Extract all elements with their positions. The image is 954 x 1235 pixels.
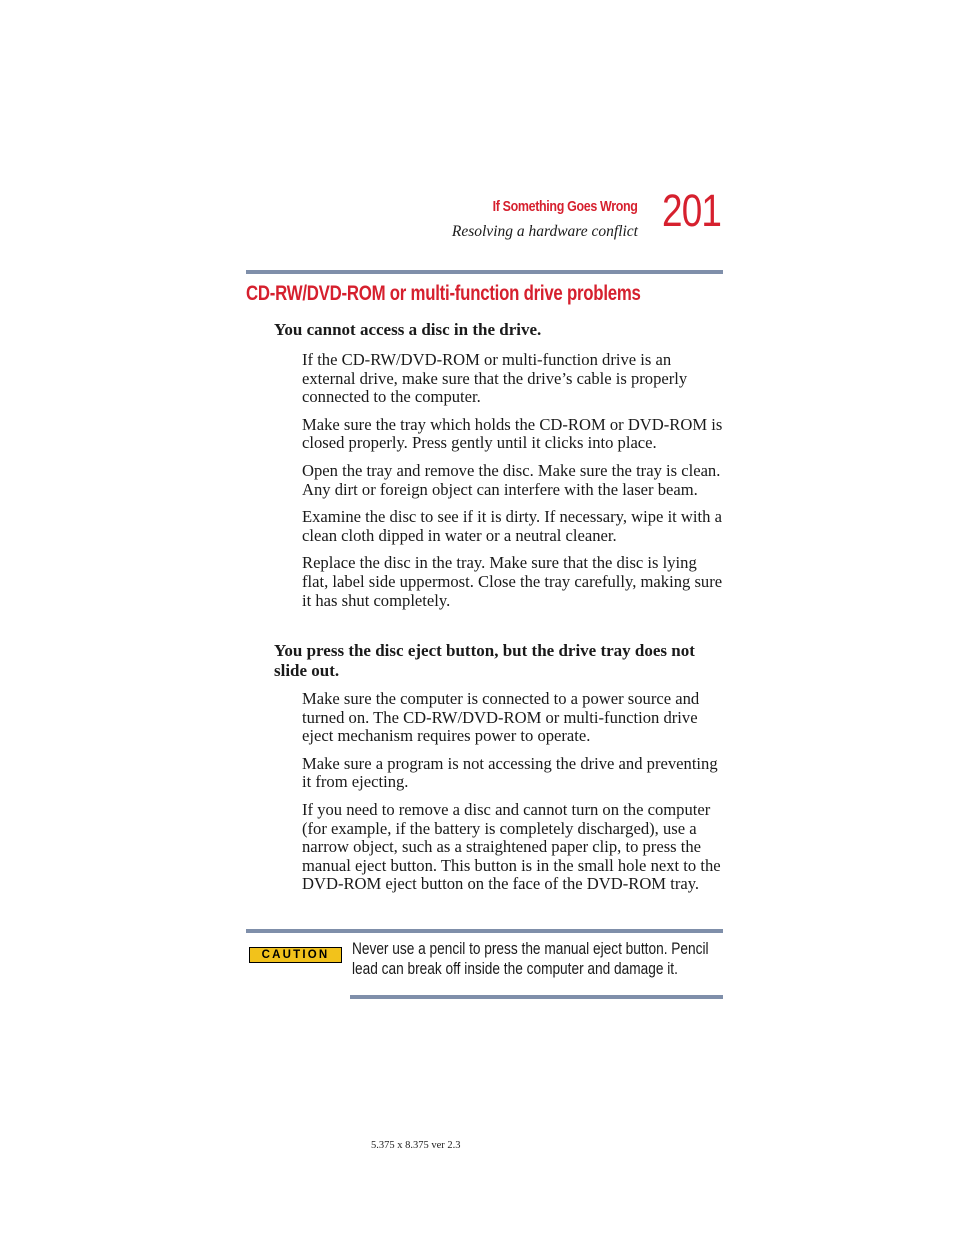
- body-paragraph: Examine the disc to see if it is dirty. If necessary, wipe it with a clean cloth dipped in water or a neutral cleaner.: [302, 507, 722, 545]
- topic-heading: You cannot access a disc in the drive.: [274, 320, 542, 339]
- section-title: CD-RW/DVD-ROM or multi-function drive problems: [246, 282, 641, 305]
- page-footer: 5.375 x 8.375 ver 2.3: [371, 1140, 461, 1151]
- running-header-section: Resolving a hardware conflict: [451, 223, 638, 240]
- body-paragraph: Make sure the computer is connected to a power source and turned on. The CD-RW/DVD-ROM or multi-function drive eject mechanism requires power to operate.: [302, 689, 700, 746]
- section-rule: [246, 270, 723, 274]
- caution-bottom-rule: [350, 995, 723, 999]
- body-paragraph: Make sure a program is not accessing the drive and preventing it from ejecting.: [302, 753, 718, 792]
- caution-top-rule: [246, 929, 723, 933]
- body-paragraph: If the CD-RW/DVD-ROM or multi-function drive is an external drive, make sure that the drive’s cable is properly connected to the computer.: [302, 350, 688, 407]
- body-paragraph: Replace the disc in the tray. Make sure that the disc is lying flat, label side uppermost. Close the tray carefully, making sure it has shut completely.: [302, 553, 723, 610]
- body-paragraph: Open the tray and remove the disc. Make sure the tray is clean. Any dirt or foreign object can interfere with the laser beam.: [302, 460, 721, 499]
- running-header-chapter: If Something Goes Wrong: [493, 199, 638, 215]
- body-paragraph: Make sure the tray which holds the CD-ROM or DVD-ROM is closed properly. Press gently until it clicks into place.: [302, 414, 723, 453]
- caution-text: Never use a pencil to press the manual eject button. Pencil lead can break off inside the computer and damage it.: [352, 940, 709, 978]
- caution-badge: CAUTION: [249, 947, 342, 963]
- topic-heading: You press the disc eject button, but the drive tray does not slide out.: [274, 641, 695, 680]
- page-number: 201: [662, 185, 722, 236]
- body-paragraph: If you need to remove a disc and cannot turn on the computer (for example, if the battery is completely discharged), use a narrow object, such as a straightened paper clip, to press the manual eject button. This button is in the small hole next to the DVD-ROM eject button on the face of the DVD-ROM tray.: [302, 799, 721, 894]
- topic-body: [302, 351, 725, 619]
- topic-body: [302, 690, 725, 903]
